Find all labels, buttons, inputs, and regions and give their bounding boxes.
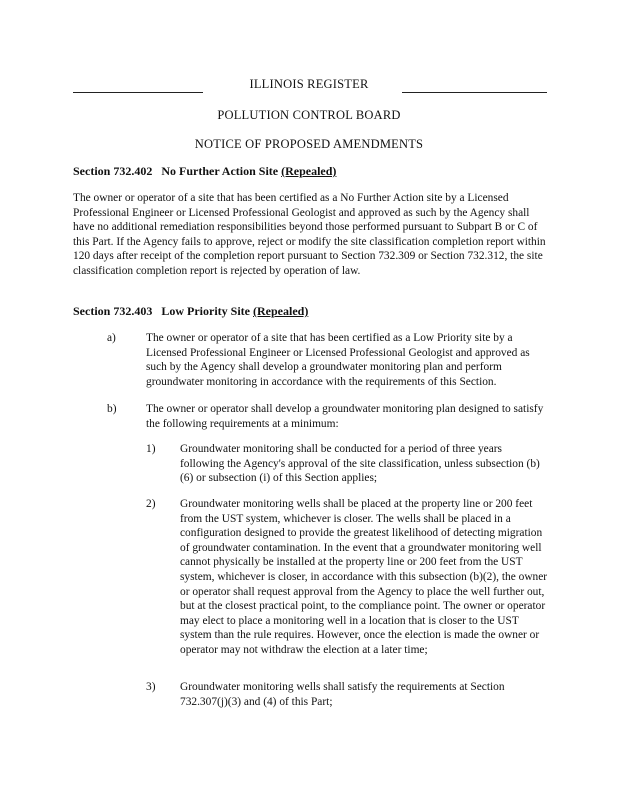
register-title: ILLINOIS REGISTER <box>249 77 369 91</box>
section-number: Section 732.403 <box>73 304 153 318</box>
section-title: Low Priority Site <box>161 304 250 318</box>
subsection-b1-text: Groundwater monitoring shall be conducted for a period of three years following the Agency's approval of the site classification, unless subsection (b)(6) or subsection (i) of this Section applies; <box>180 443 540 485</box>
notice-title: NOTICE OF PROPOSED AMENDMENTS <box>194 137 424 151</box>
subsection-b2-text: Groundwater monitoring wells shall be placed at the property line or 200 feet from the UST system, whichever is closer. The wells shall be placed in a configuration designed to provide the greatest likelihood of detecting migration of groundwater contamination. In the event that a groundwater monitoring well cannot physically be installed at the property line or 200 feet from the UST system, whichever is closer, in accordance with this subsection (b)(2), the owner or operator shall request approval from the Agency to place the well further out, but at the closest practical point, to the compliance point. The owner or operator may elect to place a monitoring well in a location that is closer to the UST system than the rule requires. However, once the election is made the owner or operator may not withdraw the election at a later time; <box>180 498 548 656</box>
subsection-a-text: The owner or operator of a site that has been certified as a Low Priority site by a Licensed Professional Engineer or Licensed Professional Geologist and approved as such by the Agency shall develop a groundwater monitoring plan and perform groundwater monitoring in accordance with the requirements of this Section. <box>146 332 530 388</box>
subsection-b2-label: 2) <box>146 498 156 510</box>
section-732-403-heading <box>73 304 308 319</box>
subsection-b3-label: 3) <box>146 681 156 693</box>
section-number: Section 732.402 <box>73 164 153 178</box>
header-rule-right <box>402 92 547 93</box>
header-rule-left <box>73 92 203 93</box>
subsection-b-text: The owner or operator shall develop a groundwater monitoring plan designed to satisfy the following requirements at a minimum: <box>146 403 544 430</box>
section-status: (Repealed) <box>281 164 337 178</box>
section-732-402-heading <box>73 164 336 179</box>
subsection-b3-text: Groundwater monitoring wells shall satisfy the requirements at Section 732.307(j)(3) and (4) of this Part; <box>180 681 505 708</box>
subsection-a-label: a) <box>107 332 116 344</box>
section-732-402-text: The owner or operator of a site that has been certified as a No Further Action site by a Licensed Professional Engineer or Licensed Professional Geologist and approved as such by the Agency shall have no additional remediation responsibilities beyond those performed pursuant to Subpart B or C of this Part. If the Agency fails to approve, reject or modify the site classification completion report within 120 days after receipt of the completion report pursuant to Section 732.309 or Section 732.312, the site classification completion report is rejected by operation of law. <box>73 192 546 277</box>
subsection-b-label: b) <box>107 403 117 415</box>
section-status: (Repealed) <box>253 304 309 318</box>
subsection-b1-label: 1) <box>146 443 156 455</box>
board-title: POLLUTION CONTROL BOARD <box>217 108 401 122</box>
section-title: No Further Action Site <box>161 164 279 178</box>
